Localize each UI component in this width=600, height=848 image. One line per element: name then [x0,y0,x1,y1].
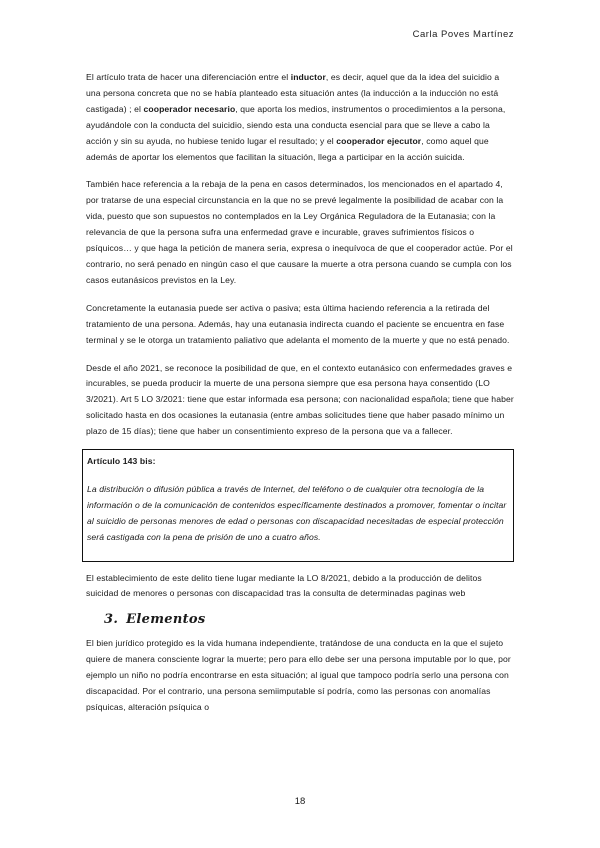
header-author: Carla Poves Martínez [412,29,514,40]
paragraph-1: El artículo trata de hacer una diferenciación entre el inductor, es decir, aquel que da la idea del suicidio a una persona concreta que no se había planteado esta situación antes (la inducción a la inducción no está castigada) ; el cooperador necesario, que aporta los medios, instrumentos o procedimientos a la persona, ayudándole con la conducta del suicidio, siendo esta una conducta esencial para que se lleve a cabo la acción y sin su ayuda, no hubiese tenido lugar el resultado; y el cooperador ejecutor, como aquel que además de aportar los elementos que facilitan la situación, llega a participar en la acción suicida. [86,72,506,162]
paragraph-3: Concretamente la eutanasia puede ser activa o pasiva; esta última haciendo referencia a la retirada del tratamiento de una persona. Además, hay una eutanasia indirecta cuando el paciente se encuentra en fase terminal y se le otorga un tratamiento paliativo que adelanta el momento de la muerte y que no está penado. [86,302,510,345]
paragraph-4: Desde el año 2021, se reconoce la posibilidad de que, en el contexto eutanásico con enfermedades graves e incurables, se pueda producir la muerte de una persona siempre que esa persona haya consentido (LO 3/2021). Art 5 LO 3/2021: tiene que estar informada esa persona; con nacionalidad española; tiene que haber solicitado hasta en dos ocasiones la eutanasia (entre ambas solicitudes tiene que haber pasado mínimo un plazo de 15 días); tiene que haber un consentimiento expreso de la persona que va a fallecer. [86,362,514,437]
section-number: 3. [104,612,119,628]
page-number: 18 [294,796,306,807]
term-inductor: inductor [290,72,326,82]
term-cooperador-ejecutor: cooperador ejecutor [336,135,422,146]
article-title: Artículo 143 bis: [87,456,156,467]
paragraph-5: El establecimiento de este delito tiene lugar mediante la LO 8/2021, debido a la producción de delitos suicidad de menores o personas con discapacidad tras la consulta de determinadas paginas web [86,572,482,599]
article-text: La distribución o difusión pública a través de Internet, del teléfono o de cualquier otra tecnología de la información o de la comunicación de contenidos específicamente destinados a promover, fomentar o incitar al suicidio de personas menores de edad o personas con discapacidad necesitadas de especial protección será castigada con la pena de prisión de uno a cuatro años. [87,483,507,542]
document-body [86,70,514,728]
section-title: Elementos [126,612,206,628]
section-heading [104,612,514,628]
paragraph-2: También hace referencia a la rebaja de la pena en casos determinados, los mencionados en el apartado 4, por tratarse de una especial circunstancia en la que no se prevé legalmente la posibilidad de acabar con la vida, puesto que son supuestos no contemplados en la Ley Orgánica Reguladora de la Eutanasia; con la relevancia de que la persona sufra una enfermedad grave e incurable, graves sufrimientos físicos o psíquicos… y que haga la petición de manera seria, expresa o inequívoca de que el cooperador actúe. Por el contrario, no será penado en ningún caso el que causare la muerte a otra persona cuando se cumpla con los casos eutanásicos previstos en la Ley. [86,179,513,285]
term-cooperador-necesario: cooperador necesario [143,103,236,114]
paragraph-6: El bien jurídico protegido es la vida humana independiente, tratándose de una conducta en la que el sujeto quiere de manera consciente lograr la muerte; pero para ello debe ser una persona imputable por lo que, por ejemplo un niño no podría encontrarse en esta situación; al igual que tampoco podría serlo una persona con discapacidad. Por el contrario, una persona semiimputable sí podría, como las personas con anomalías psíquicas, alteración psíquica o [86,638,511,712]
article-quote-box [82,449,514,562]
